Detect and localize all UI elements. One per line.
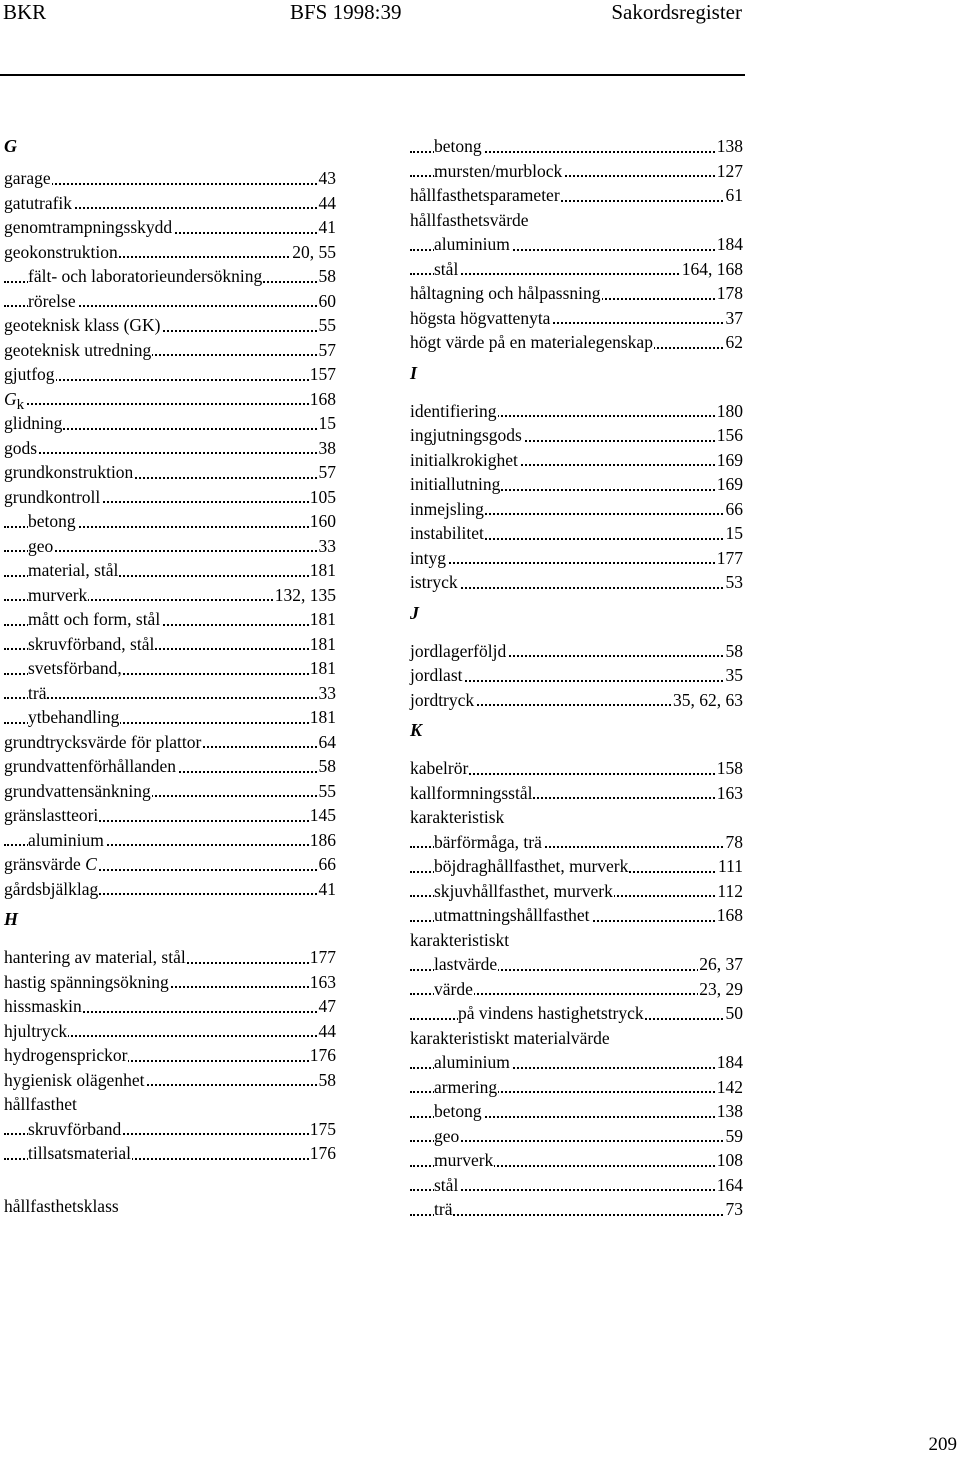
- index-entry: identifiering 180: [410, 399, 743, 424]
- index-subentry: aluminium 184: [410, 232, 743, 257]
- index-entry: kabelrör 158: [410, 756, 743, 781]
- index-entry: hissmaskin 47: [4, 994, 336, 1019]
- index-subentry: tillsatsmaterial 176: [4, 1141, 336, 1166]
- page-header: [0, 0, 745, 28]
- index-subentry: ytbehandling 181: [4, 705, 336, 730]
- index-entry: geoteknisk klass (GK) 55: [4, 313, 336, 338]
- index-entry: håltagning och hålpassning 178: [410, 281, 743, 306]
- index-entry: högsta högvattenyta 37: [410, 306, 743, 331]
- index-entry: grundtrycksvärde för plattor 64: [4, 730, 336, 755]
- index-entry-heading: karakteristiskt materialvärde: [410, 1027, 610, 1048]
- index-subentry: svetsförband, 181: [4, 656, 336, 681]
- index-entry: grundvattenförhållanden 58: [4, 754, 336, 779]
- index-entry: geokonstruktion 20, 55: [4, 240, 336, 265]
- header-left: BKR: [3, 0, 47, 24]
- index-entry: intyg 177: [410, 546, 743, 571]
- index-subsubentry: på vindens hastighetstryck 50: [410, 1001, 743, 1026]
- index-subentry: betong 138: [410, 134, 743, 159]
- index-subentry: utmattningshållfasthet 168: [410, 903, 743, 928]
- page-number: 209: [928, 1434, 957, 1455]
- section-letter-j: J: [410, 602, 419, 623]
- index-entry-symbol: gränsvärde C 66: [4, 852, 336, 877]
- index-entry-heading: hållfasthetsvärde: [410, 209, 529, 230]
- index-subentry: geo 59: [410, 1124, 743, 1149]
- index-entry: hydrogensprickor 176: [4, 1043, 336, 1068]
- index-subentry: rörelse 60: [4, 289, 336, 314]
- index-entry: högt värde på en materialegenskap 62: [410, 330, 743, 355]
- index-subentry: bärförmåga, trä 78: [410, 830, 743, 855]
- index-subentry: mursten/murblock 127: [410, 159, 743, 184]
- index-entry: grundkontroll 105: [4, 485, 336, 510]
- index-entry-heading: karakteristisk: [410, 807, 505, 827]
- index-entry-heading: karakteristiskt: [410, 929, 510, 950]
- index-entry: genomtrampningsskydd 41: [4, 215, 336, 240]
- index-subentry: lastvärde 26, 37: [410, 952, 743, 977]
- index-entry: glidning 15: [4, 411, 336, 436]
- index-entry: gatutrafik 44: [4, 191, 336, 216]
- index-subentry: aluminium 186: [4, 828, 336, 853]
- index-entry: kallformningsstål 163: [410, 781, 743, 806]
- index-subentry: aluminium 184: [410, 1050, 743, 1075]
- index-column-left: [4, 134, 336, 1218]
- index-entry: jordtryck 35, 62, 63: [410, 688, 743, 713]
- index-entry: instabilitet 15: [410, 521, 743, 546]
- index-entry-heading: hållfasthetsklass: [4, 1195, 119, 1216]
- index-column-right: [410, 134, 743, 1222]
- section-letter-g: G: [4, 136, 17, 156]
- index-entry: jordlagerföljd 58: [410, 639, 743, 664]
- index-subentry: trä 33: [4, 681, 336, 706]
- index-subentry: murverk 132, 135: [4, 583, 336, 608]
- index-entry: hygienisk olägenhet 58: [4, 1068, 336, 1093]
- index-entry: grundkonstruktion 57: [4, 460, 336, 485]
- index-entry: initialkrokighet 169: [410, 448, 743, 473]
- index-subentry: armering 142: [410, 1075, 743, 1100]
- symbol-c: C: [85, 854, 97, 874]
- index-subentry: material, stål 181: [4, 558, 336, 583]
- index-entry: gods 38: [4, 436, 336, 461]
- index-entry: inmejsling 66: [410, 497, 743, 522]
- index-entry: hastig spänningsökning 163: [4, 970, 336, 995]
- section-letter-h: H: [4, 909, 19, 929]
- header-rule: [0, 74, 745, 76]
- index-subentry: skruvförband 175: [4, 1117, 336, 1142]
- index-entry-symbol: Gk 168: [4, 388, 336, 413]
- index-entry: hållfasthetsparameter 61: [410, 183, 743, 208]
- symbol-subscript: k: [16, 396, 25, 413]
- index-entry: hantering av material, stål 177: [4, 945, 336, 970]
- index-subentry: skjuvhållfasthet, murverk 112: [410, 879, 743, 904]
- index-entry-heading: hållfasthet: [4, 1094, 77, 1114]
- index-entry: gränslastteori 145: [4, 803, 336, 828]
- index-subentry: värde 23, 29: [410, 977, 743, 1002]
- section-letter-k: K: [410, 720, 423, 740]
- index-entry: ingjutningsgods 156: [410, 423, 743, 448]
- index-subentry: betong 160: [4, 509, 336, 534]
- index-subentry: stål 164: [410, 1173, 743, 1198]
- index-entry: istryck 53: [410, 570, 743, 595]
- index-subentry: murverk 108: [410, 1148, 743, 1173]
- symbol-g: G: [4, 388, 17, 409]
- section-letter-i: I: [410, 362, 418, 383]
- index-entry: jordlast 35: [410, 663, 743, 688]
- index-subentry: skruvförband, stål 181: [4, 632, 336, 657]
- index-subentry: mått och form, stål 181: [4, 607, 336, 632]
- index-entry: geoteknisk utredning 57: [4, 338, 336, 363]
- index-subentry: böjdraghållfasthet, murverk 111: [410, 854, 743, 879]
- index-entry: gårdsbjälklag 41: [4, 877, 336, 902]
- index-subentry: stål 164, 168: [410, 257, 743, 282]
- index-subentry: fält- och laboratorieundersökning 58: [4, 264, 336, 289]
- index-entry: garage 43: [4, 166, 336, 191]
- index-entry: hjultryck 44: [4, 1019, 336, 1044]
- index-entry: gjutfog 157: [4, 362, 336, 387]
- index-subentry: betong 138: [410, 1099, 743, 1124]
- index-subentry: trä 73: [410, 1197, 743, 1222]
- index-entry: grundvattensänkning 55: [4, 779, 336, 804]
- header-document-id: BFS 1998:39: [290, 0, 402, 24]
- index-subentry: geo 33: [4, 534, 336, 559]
- header-section-title: Sakordsregister: [611, 0, 742, 24]
- index-entry: initiallutning 169: [410, 472, 743, 497]
